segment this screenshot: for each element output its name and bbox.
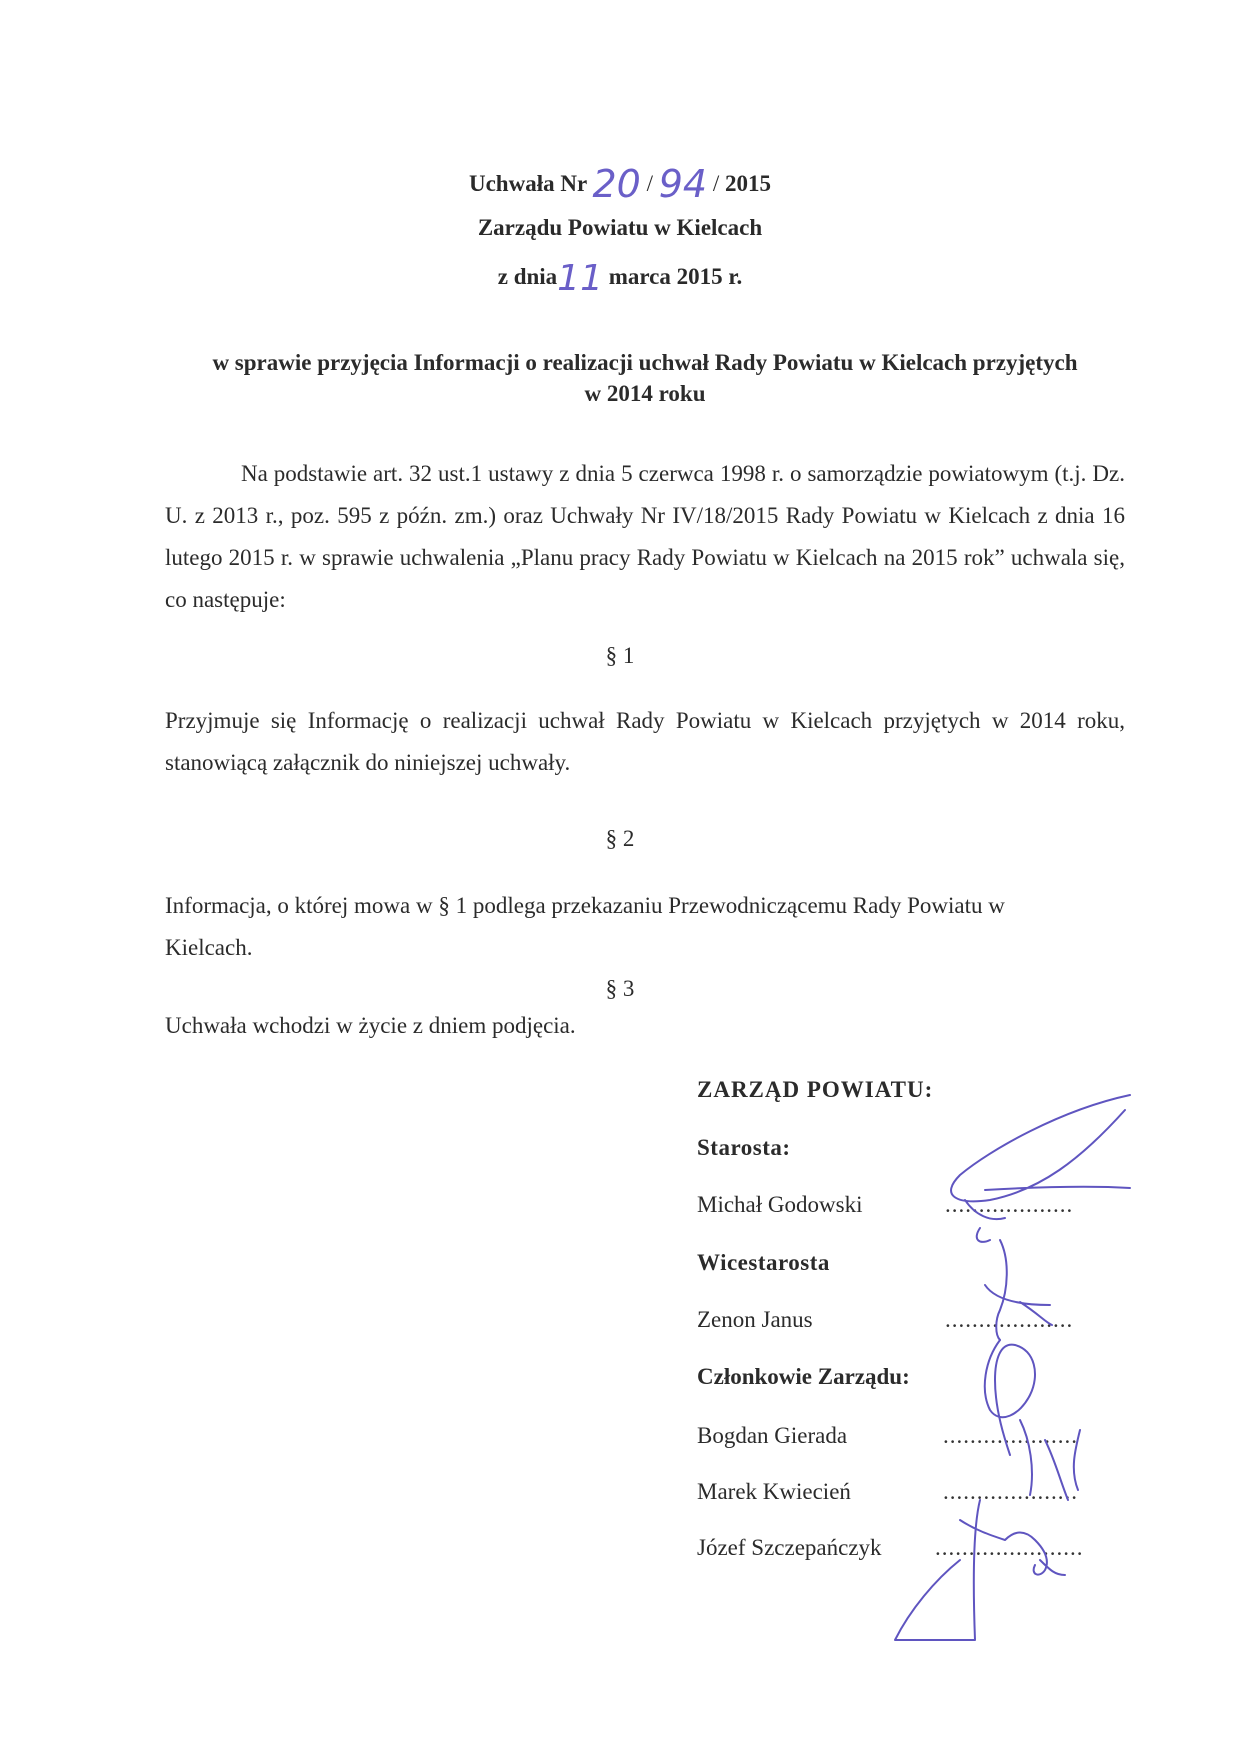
handwritten-number: 20 bbox=[592, 162, 641, 206]
section-text-1: Przyjmuje się Informację o realizacji uchwał Rady Powiatu w Kielcach przyjętych w 2014 roku, stanowiącą załącznik do niniejszej uchwały. bbox=[165, 708, 1125, 775]
subject-line-1: w sprawie przyjęcia Informacji o realizacji uchwał Rady Powiatu w Kielcach przyjętych bbox=[212, 350, 1078, 375]
separator-2: / bbox=[712, 171, 720, 196]
signature-member-1 bbox=[985, 1340, 1080, 1500]
signature-line-starosta: ................... bbox=[945, 1192, 1074, 1217]
resolution-number-line bbox=[0, 162, 1240, 206]
section-mark-2: § 2 bbox=[605, 826, 635, 851]
section-mark-3: § 3 bbox=[605, 976, 635, 1001]
signature-line-member-1: .................... bbox=[943, 1423, 1078, 1448]
starosta-name: Michał Godowski bbox=[697, 1192, 863, 1217]
handwritten-day: 11 bbox=[557, 258, 603, 299]
signature-line-wicestarosta: ................... bbox=[945, 1307, 1074, 1332]
subject-line-2: w 2014 roku bbox=[584, 381, 706, 406]
signature-member-2 bbox=[895, 1500, 1065, 1640]
date-suffix: marca 2015 r. bbox=[608, 264, 743, 289]
authority-line: Zarządu Powiatu w Kielcach bbox=[477, 215, 763, 240]
members-label: Członkowie Zarządu: bbox=[697, 1364, 910, 1389]
resolution-year: 2015 bbox=[725, 171, 771, 196]
date-prefix: z dnia bbox=[497, 264, 558, 289]
date-line bbox=[0, 258, 1240, 299]
signature-line-member-3: ...................... bbox=[935, 1535, 1084, 1560]
starosta-label: Starosta: bbox=[697, 1135, 791, 1160]
member-name-1: Bogdan Gierada bbox=[697, 1423, 848, 1448]
handwritten-number-2: 94 bbox=[658, 162, 708, 206]
signature-starosta bbox=[951, 1095, 1130, 1242]
preamble-text: Na podstawie art. 32 ust.1 ustawy z dnia 5 czerwca 1998 r. o samorządzie powiatowym (t.j. Dz. U. z 2013 r., poz. 595 z późn. zm.) oraz Uchwały Nr IV/18/2015 Rady Powiatu w Kielcach z dnia 16 lutego 2015 r. w sprawie uchwalenia „Planu pracy Rady Powiatu w Kielcach na 2015 rok” uchwala się, co następuje: bbox=[165, 461, 1125, 612]
member-name-3: Józef Szczepańczyk bbox=[697, 1535, 882, 1560]
wicestarosta-label: Wicestarosta bbox=[697, 1250, 830, 1275]
wicestarosta-name: Zenon Janus bbox=[697, 1307, 813, 1332]
separator-1: / bbox=[646, 171, 653, 196]
section-text-3: Uchwała wchodzi w życie z dniem podjęcia. bbox=[165, 1013, 576, 1038]
section-mark-1: § 1 bbox=[605, 643, 635, 668]
signature-line-member-2: .................... bbox=[943, 1479, 1078, 1504]
board-title: ZARZĄD POWIATU: bbox=[697, 1077, 934, 1102]
resolution-prefix: Uchwała Nr bbox=[468, 171, 587, 196]
resolution-subject bbox=[165, 347, 1125, 409]
preamble-paragraph bbox=[165, 453, 1125, 621]
member-name-2: Marek Kwiecień bbox=[697, 1479, 851, 1504]
section-text-2: Informacja, o której mowa w § 1 podlega przekazaniu Przewodniczącemu Rady Powiatu w Kielcach. bbox=[165, 893, 1005, 960]
